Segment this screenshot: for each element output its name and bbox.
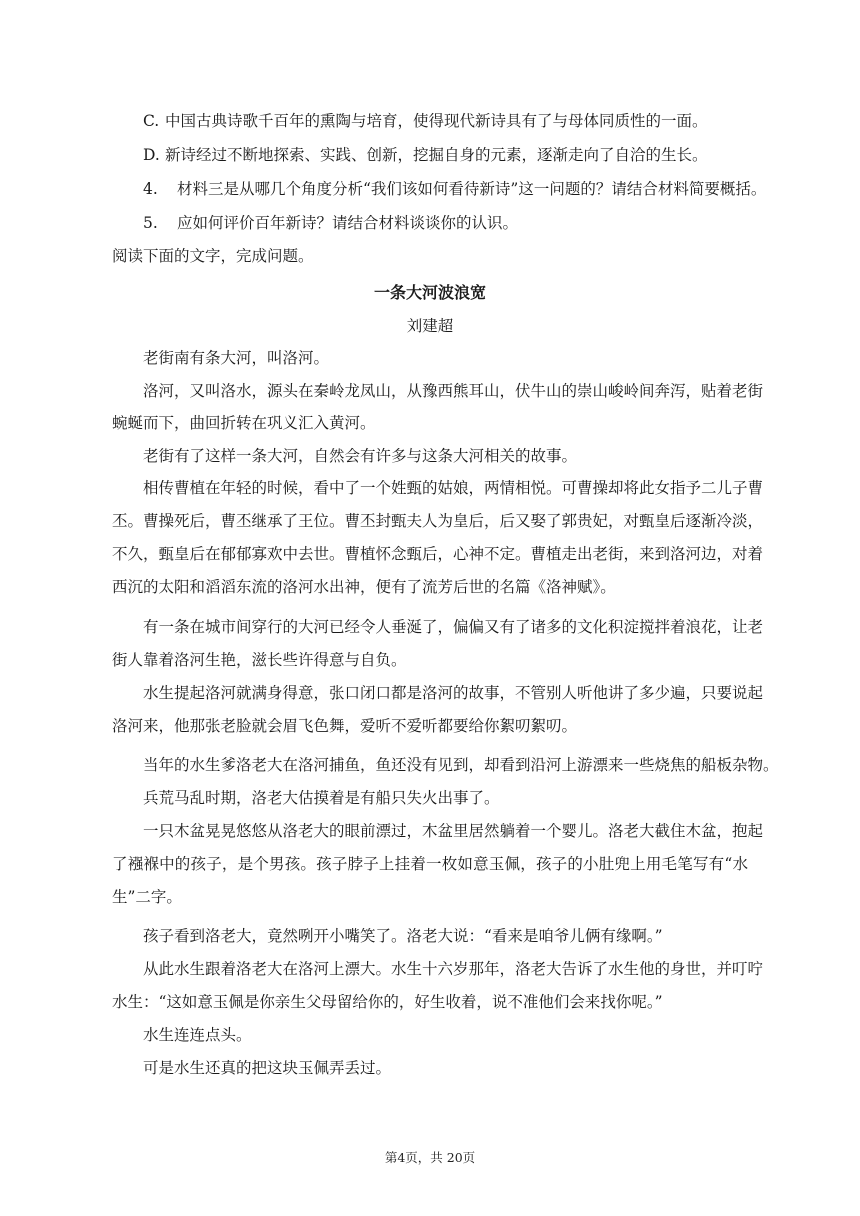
story-line: 可是水生还真的把这块玉佩弄丢过。 (143, 1059, 392, 1077)
story-line: 有一条在城市间穿行的大河已经令人垂涎了，偏偏又有了诸多的文化积淀搅拌着浪花，让老 (143, 618, 764, 636)
story-line: 了襁褓中的孩子，是个男孩。孩子脖子上挂着一枚如意玉佩，孩子的小肚兜上用毛笔写有“水 (112, 855, 748, 873)
story-line: 洛河，又叫洛水，源头在秦岭龙凤山，从豫西熊耳山，伏牛山的崇山峻岭间奔泻，贴着老街 (143, 382, 764, 400)
story-line: 西沉的太阳和滔滔东流的洛河水出神，便有了流芳后世的名篇《洛神赋》。 (112, 578, 616, 596)
option-label: C. (143, 112, 160, 130)
question-text: 材料三是从哪几个角度分析“我们该如何看待新诗”这一问题的？请结合材料简要概括。 (177, 180, 767, 198)
story-line: 老街南有条大河，叫洛河。 (143, 349, 330, 367)
question-4 (143, 179, 766, 199)
option-text: 中国古典诗歌千百年的熏陶与培育，使得现代新诗具有了与母体同质性的一面。 (165, 112, 708, 130)
question-number: 5. (143, 214, 158, 232)
story-line: 洛河来，他那张老脸就会眉飞色舞，爱听不爱听都要给你絮叨絮叨。 (112, 717, 578, 735)
story-line: 丕。曹操死后，曹丕继承了王位。曹丕封甄夫人为皇后，后又娶了郭贵妃，对甄皇后逐渐冷淡， (112, 512, 764, 530)
story-line: 生”二字。 (112, 888, 182, 906)
story-title: 一条大河波浪宽 (373, 283, 486, 302)
story-line: 当年的水生爹洛老大在洛河捕鱼，鱼还没有见到，却看到沿河上游漂来一些烧焦的船板杂物。 (143, 756, 779, 774)
page-number-footer: 第4页，共 20页 (384, 1150, 476, 1165)
story-line: 水生连连点头。 (143, 1026, 252, 1044)
story-line: 相传曹植在年轻的时候，看中了一个姓甄的姑娘，两情相悦。可曹操却将此女指予二儿子曹 (143, 479, 764, 497)
story-line: 水生提起洛河就满身得意，张口闭口都是洛河的故事，不管别人听他讲了多少遍，只要说起 (143, 684, 764, 702)
story-line: 街人靠着洛河生艳，滋长些许得意与自负。 (112, 651, 407, 669)
option-c (143, 111, 708, 131)
story-line: 不久，甄皇后在郁郁寡欢中去世。曹植怀念甄后，心神不定。曹植走出老街，来到洛河边，对着 (112, 545, 764, 563)
option-label: D. (143, 146, 160, 164)
option-d (143, 145, 708, 165)
story-line: 老街有了这样一条大河，自然会有许多与这条大河相关的故事。 (143, 447, 578, 465)
reading-instruction: 阅读下面的文字，完成问题。 (112, 247, 314, 265)
story-author: 刘建超 (406, 317, 454, 335)
story-line: 水生：“这如意玉佩是你亲生父母留给你的，好生收着，说不准他们会来找你呢。” (112, 993, 663, 1011)
story-line: 一只木盆晃晃悠悠从洛老大的眼前漂过，木盆里居然躺着一个婴儿。洛老大截住木盆，抱起 (143, 822, 764, 840)
story-line: 蜿蜒而下，曲回折转在巩义汇入黄河。 (112, 414, 376, 432)
story-line: 孩子看到洛老大，竟然咧开小嘴笑了。洛老大说：“看来是咱爷儿俩有缘啊。” (143, 927, 663, 945)
story-line: 兵荒马乱时期，洛老大估摸着是有船只失火出事了。 (143, 789, 500, 807)
question-text: 应如何评价百年新诗？请结合材料谈谈你的认识。 (177, 214, 519, 232)
option-text: 新诗经过不断地探索、实践、创新，挖掘自身的元素，逐渐走向了自洽的生长。 (165, 146, 708, 164)
question-5 (143, 213, 518, 233)
question-number: 4. (143, 180, 158, 198)
story-line: 从此水生跟着洛老大在洛河上漂大。水生十六岁那年，洛老大告诉了水生他的身世，并叮咛 (143, 960, 764, 978)
